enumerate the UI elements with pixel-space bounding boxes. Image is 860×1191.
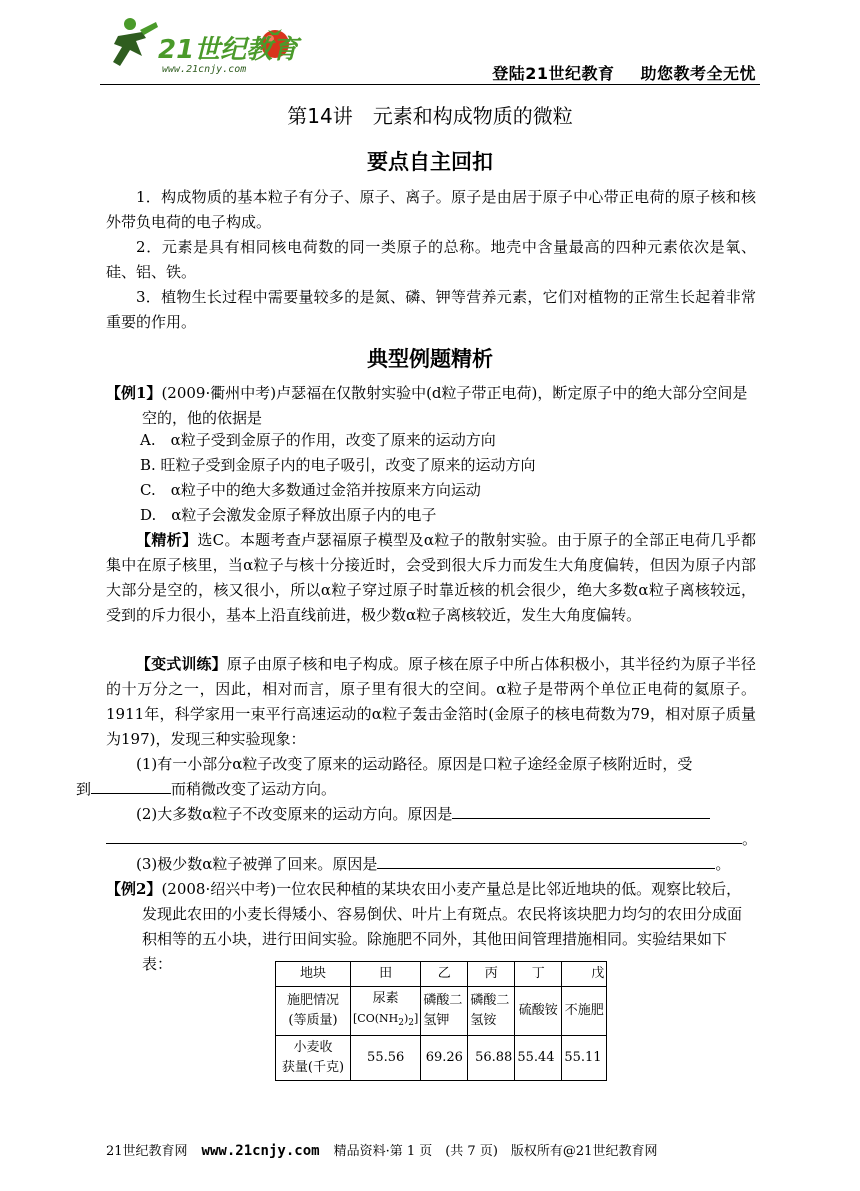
option-b: B. 旺粒子受到金原子内的电子吸引，改变了原来的运动方向 (140, 456, 536, 474)
answer-blank-1[interactable] (91, 777, 171, 794)
table-cell: 69.26 (421, 1036, 468, 1081)
table-header-cell: 戊 (562, 962, 607, 987)
question-1: (1)有一小部分α粒子改变了原来的运动路径。原因是口粒子途经金原子核附近时，受 到 而稍微改变了运动方向。 (76, 755, 693, 798)
answer-blank-2a[interactable] (452, 802, 710, 819)
footer-page-info: 精品资料·第 1 页 (共 7 页) 版权所有@21世纪教育网 (333, 1144, 658, 1159)
page-footer (106, 1140, 756, 1159)
svg-text:21世纪教育: 21世纪教育 (158, 35, 299, 65)
slogan-motto: 助您教考全无忧 (640, 64, 756, 83)
table-cell: 磷酸二氢铵 (468, 987, 515, 1036)
table-cell: 55.44 (515, 1036, 562, 1081)
table-header-cell: 地块 (276, 962, 351, 987)
example-1-text: (2009·衢州中考)卢瑟福在仅散射实验中(d粒子带正电荷)，断定原子中的绝大部分空间是空的，他的依据是 (142, 384, 748, 427)
table-cell: 56.88 (468, 1036, 515, 1081)
option-a: A. α粒子受到金原子的作用，改变了原来的运动方向 (140, 431, 496, 449)
footer-url-link[interactable]: www.21cnjy.com (201, 1143, 320, 1159)
table-cell: 磷酸二氢钾 (421, 987, 468, 1036)
example-2-text: (2008·绍兴中考)一位农民种植的某块农田小麦产量总是比邻近地块的低。观察比较后，发现此农田的小麦长得矮小、容易倒伏、叶片上有斑点。农民将该块肥力均匀的农田分成面积相等的五小块，进行田间实验。除施肥不同外，其他田间管理措施相同。实验结果如下表： (142, 880, 743, 973)
table-cell: 不施肥 (562, 987, 607, 1036)
table-header-cell: 丙 (468, 962, 515, 987)
key-point-1: 1．构成物质的基本粒子有分子、原子、离子。原子是由居于原子中心带正电荷的原子核和核外带负电荷的电子构成。 (106, 188, 756, 231)
example-1-analysis (106, 528, 756, 628)
table-row (276, 962, 607, 987)
variant-tag: 【变式训练】 (136, 655, 227, 673)
analysis-text: 选C。本题考查卢瑟福原子模型及α粒子的散射实验。由于原子的全部正电荷几乎都集中在原子核里，当α粒子与核十分接近时，会受到很大斥力而发生大角度偏转，但因为原子内部大部分是空的，核又很小，所以α粒子穿过原子时靠近核的机会很少，绝大多数α粒子离核较远，受到的斥力很小，基本上沿直线前进，极少数α粒子离核较近，发生大角度偏转。 (106, 531, 756, 624)
key-point-2: 2．元素是具有相同核电荷数的同一类原子的总称。地壳中含量最高的四种元素依次是氧、硅、铝、铁。 (106, 238, 756, 281)
table-row (276, 1036, 607, 1081)
svg-text:www.21cnjy.com: www.21cnjy.com (162, 64, 247, 75)
question-2: (2)大多数α粒子不改变原来的运动方向。原因是 (106, 802, 756, 827)
variant-text: 原子由原子核和电子构成。原子核在原子中所占体积极小，其半径约为原子半径的十万分之一，因此，相对而言，原子里有很大的空间。α粒子是带两个单位正电荷的氦原子。1911年，科学家用一束平行高速运动的α粒子轰击金箔时(金原子的核电荷数为79，相对原子质量为197)，发现三种实验现象： (106, 655, 756, 748)
table-cell: 尿素 $[CO(NH_2)_2]$ (351, 987, 421, 1036)
fertilizer-table (275, 961, 607, 1081)
table-row-label: 施肥情况 (等质量) (276, 987, 351, 1036)
table-cell: 55.11 (562, 1036, 607, 1081)
slogan-login: 登陆21世纪教育 (492, 64, 615, 83)
example-1-tag: 【例1】 (106, 384, 162, 402)
key-point-3: 3．植物生长过程中需要量较多的是氮、磷、钾等营养元素，它们对植物的正常生长起着非常重要的作用。 (106, 288, 756, 331)
table-row (276, 987, 607, 1036)
answer-blank-2b[interactable] (106, 827, 742, 844)
footer-site-name: 21世纪教育网 (106, 1144, 188, 1159)
analysis-tag: 【精析】 (136, 531, 198, 549)
lesson-title: 第14讲 元素和构成物质的微粒 (287, 104, 573, 128)
table-header-cell: 乙 (421, 962, 468, 987)
option-d: D. α粒子会激发金原子释放出原子内的电子 (140, 506, 437, 524)
question-2-line-2: 。 (106, 827, 756, 852)
question-3: (3)极少数α粒子被弹了回来。原因是 。 (106, 852, 756, 877)
answer-blank-3[interactable] (377, 852, 715, 869)
runner-icon (113, 18, 158, 66)
variant-training (106, 652, 756, 752)
example-2-tag: 【例2】 (106, 880, 162, 898)
site-logo[interactable] (100, 14, 330, 80)
section-title-key-points: 要点自主回扣 (367, 150, 493, 174)
table-cell: 55.56 (351, 1036, 421, 1081)
option-c: C. α粒子中的绝大多数通过金箔并按原来方向运动 (140, 481, 481, 499)
table-header-cell: 丁 (515, 962, 562, 987)
header-slogan (466, 61, 756, 84)
section-title-examples: 典型例题精析 (367, 347, 493, 371)
table-cell: 硫酸铵 (515, 987, 562, 1036)
example-1-question (106, 381, 756, 431)
page-header (100, 14, 760, 85)
table-row-label: 小麦收 获量(千克) (276, 1036, 351, 1081)
table-header-cell: 田 (351, 962, 421, 987)
